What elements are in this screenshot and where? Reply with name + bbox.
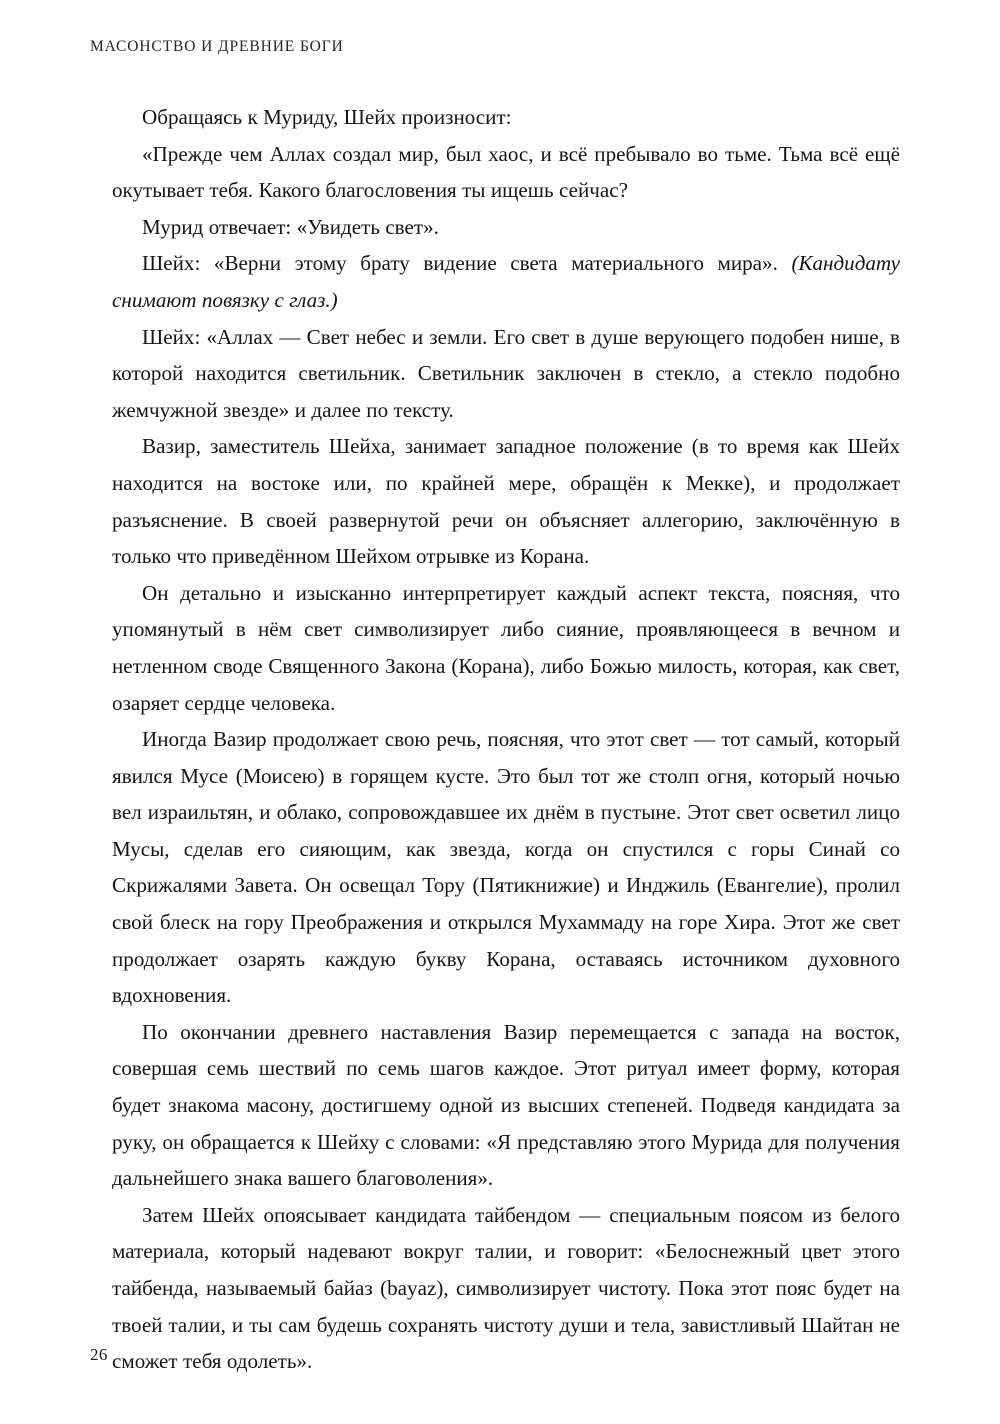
paragraph: Мурид отвечает: «Увидеть свет».: [142, 214, 439, 239]
running-head: МАСОНСТВО И ДРЕВНИЕ БОГИ: [90, 38, 344, 55]
paragraph: По окончании древнего наставления Вазир перемещается с запада на восток, совершая семь шествий по семь шагов каждое. Этот ритуал имеет форму, которая будет знакома масону, достигшему одной из высших степеней. Подведя кандидата за руку, он обращается к Шейху с словами: «Я представляю этого Мурида для получения дальнейшего знака вашего благоволения».: [112, 1019, 900, 1191]
paragraph-with-stage-direction: [112, 245, 900, 318]
paragraph: Затем Шейх опоясывает кандидата тайбендом — специальным поясом из белого материала, который надевают вокруг талии, и говорит: «Белоснежный цвет этого тайбенда, называемый байаз (bayaz), символизирует чистоту. Пока этот пояс будет на твоей талии, и ты сам будешь сохранять чистоту души и тела, завистливый Шайтан не сможет тебя одолеть».: [112, 1202, 900, 1374]
paragraph-lead-text: Шейх: «Верни этому брату видение света материального мира».: [142, 251, 792, 276]
page-number: 26: [90, 1345, 108, 1364]
paragraph: Иногда Вазир продолжает свою речь, поясняя, что этот свет — тот самый, который явился Мусе (Моисею) в горящем кусте. Это был тот же столп огня, который ночью вел израильтян, и облако, сопровождавшее их днём в пустыне. Этот свет осветил лицо Мусы, сделав его сияющим, как звезда, когда он спустился с горы Синай со Скрижалями Завета. Он освещал Тору (Пятикнижие) и Инджиль (Евангелие), пролил свой блеск на гору Преображения и открылся Мухаммаду на горе Хира. Этот же свет продолжает озарять каждую букву Корана, оставаясь источником духовного вдохновения.: [112, 727, 900, 1008]
paragraph: Он детально и изысканно интерпретирует каждый аспект текста, поясняя, что упомянутый в нём свет символизирует либо сияние, проявляющееся в вечном и нетленном своде Священного Закона (Корана), либо Божью милость, которая, как свет, озаряет сердце человека.: [112, 580, 900, 715]
paragraph: «Прежде чем Аллах создал мир, был хаос, и всё пребывало во тьме. Тьма всё ещё окутывает тебя. Какого благословения ты ищешь сейчас?: [112, 141, 900, 203]
body-text-block: [112, 99, 900, 1380]
stage-direction-italic: (Кандидату снимают повязку с глаз.): [112, 251, 900, 312]
paragraph: Вазир, заместитель Шейха, занимает западное положение (в то время как Шейх находится на востоке или, по крайней мере, обращён к Мекке), и продолжает разъяснение. В своей развернутой речи он объясняет аллегорию, заключённую в только что приведённом Шейхом отрывке из Корана.: [112, 434, 900, 569]
paragraph: Шейх: «Аллах — Свет небес и земли. Его свет в душе верующего подобен нише, в которой находится светильник. Светильник заключен в стекло, а стекло подобно жемчужной звезде» и далее по тексту.: [112, 324, 900, 422]
paragraph: Обращаясь к Муриду, Шейх произносит:: [142, 105, 512, 129]
